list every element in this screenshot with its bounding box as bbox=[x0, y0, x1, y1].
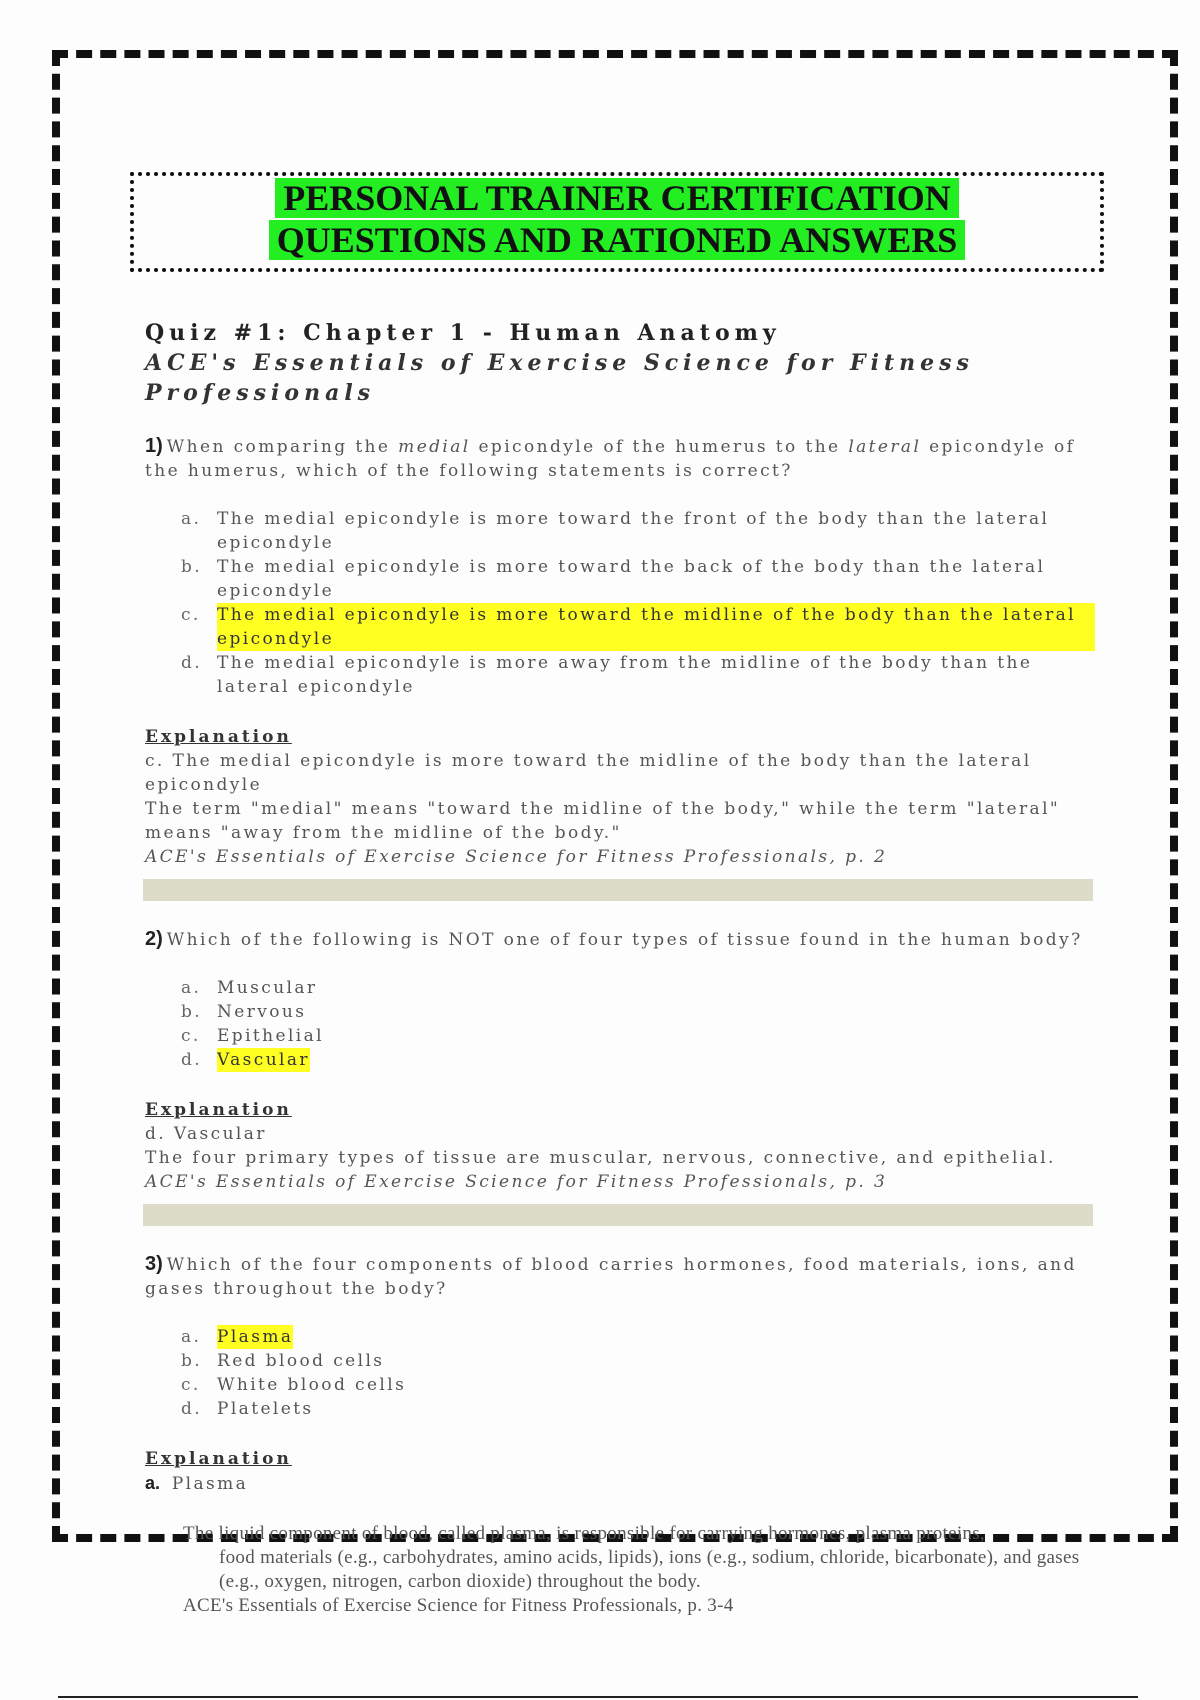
option-text: Platelets bbox=[217, 1399, 314, 1419]
title-box bbox=[130, 172, 1104, 272]
option-a-correct bbox=[181, 1325, 1095, 1349]
option-text: The medial epicondyle is more away from the midline of the body than the lateral epicondyle bbox=[217, 653, 1033, 697]
option-letter: c. bbox=[181, 1375, 201, 1395]
question-1 bbox=[145, 434, 1095, 483]
reference-citation: ACE's Essentials of Exercise Science for Fitness Professionals, p. 3 bbox=[145, 1172, 888, 1192]
question-text-part: epicondyle of the humerus, which of the following statements is correct? bbox=[145, 437, 1076, 481]
options-list bbox=[181, 1325, 1095, 1421]
option-text: The medial epicondyle is more toward the back of the body than the lateral epicondyle bbox=[217, 557, 1046, 601]
question-text-part: epicondyle of the humerus to the bbox=[470, 437, 849, 457]
option-b bbox=[181, 555, 1095, 603]
explanation-answer-text: Plasma bbox=[171, 1474, 249, 1494]
explanation-heading: Explanation bbox=[145, 1100, 292, 1120]
explanation-answer: d. Vascular bbox=[145, 1124, 267, 1144]
explanation-answer: c. The medial epicondyle is more toward the midline of the body than the lateral epicondyle bbox=[145, 751, 1032, 795]
question-number: 2) bbox=[145, 928, 163, 950]
option-text: White blood cells bbox=[217, 1375, 407, 1395]
explanation-paragraph bbox=[183, 1522, 1095, 1618]
explanation-answer bbox=[145, 1471, 1095, 1496]
option-letter: a. bbox=[181, 1327, 202, 1347]
option-a bbox=[181, 507, 1095, 555]
option-text: Epithelial bbox=[217, 1026, 325, 1046]
question-3 bbox=[145, 1252, 1095, 1301]
option-letter: d. bbox=[181, 1050, 203, 1070]
option-d-correct bbox=[181, 1048, 1095, 1072]
option-text-highlighted: Vascular bbox=[217, 1050, 310, 1070]
quiz-heading: Quiz #1: Chapter 1 - Human Anatomy bbox=[145, 320, 781, 346]
explanation-text-first-line: The liquid component of blood, called plasma, is responsible for carrying hormones, plasma proteins, bbox=[183, 1523, 985, 1544]
question-text-part: When comparing the bbox=[166, 437, 399, 457]
option-text: The medial epicondyle is more toward the front of the body than the lateral epicondyle bbox=[217, 509, 1050, 553]
option-d bbox=[181, 651, 1095, 699]
option-letter: a. bbox=[181, 978, 202, 998]
question-emphasis: lateral bbox=[848, 437, 922, 457]
option-text-highlighted: The medial epicondyle is more toward the midline of the body than the lateral epicondyle bbox=[217, 603, 1095, 651]
question-number: 1) bbox=[145, 435, 163, 457]
option-letter: c. bbox=[181, 1026, 201, 1046]
option-letter: d. bbox=[181, 653, 203, 673]
reference-citation: ACE's Essentials of Exercise Science for Fitness Professionals, p. 3-4 bbox=[183, 1595, 734, 1616]
option-letter: c. bbox=[181, 605, 201, 625]
quiz-subheading: ACE's Essentials of Exercise Science for Fitness Professionals bbox=[145, 350, 974, 406]
option-c-correct bbox=[181, 603, 1095, 651]
option-d bbox=[181, 1397, 1095, 1421]
option-b bbox=[181, 1349, 1095, 1373]
question-text: Which of the following is NOT one of four types of tissue found in the human body? bbox=[166, 930, 1083, 950]
option-letter: b. bbox=[181, 1002, 203, 1022]
explanation-text: The four primary types of tissue are muscular, nervous, connective, and epithelial. bbox=[145, 1148, 1056, 1168]
option-text-highlighted: Plasma bbox=[217, 1327, 294, 1347]
options-list bbox=[181, 976, 1095, 1072]
option-c bbox=[181, 1024, 1095, 1048]
separator-bar bbox=[143, 1204, 1093, 1226]
option-b bbox=[181, 1000, 1095, 1024]
quiz-content bbox=[145, 318, 1095, 1618]
option-a bbox=[181, 976, 1095, 1000]
option-text: Nervous bbox=[217, 1002, 307, 1022]
option-c bbox=[181, 1373, 1095, 1397]
option-text: Red blood cells bbox=[217, 1351, 385, 1371]
reference-citation: ACE's Essentials of Exercise Science for Fitness Professionals, p. 2 bbox=[145, 847, 888, 867]
footer-rule bbox=[58, 1696, 1138, 1698]
separator-bar bbox=[143, 879, 1093, 901]
option-letter: d. bbox=[181, 1399, 203, 1419]
option-text: Muscular bbox=[217, 978, 318, 998]
explanation-heading: Explanation bbox=[145, 1449, 292, 1469]
options-list bbox=[181, 507, 1095, 699]
explanation-text-continued: food materials (e.g., carbohydrates, amino acids, lipids), ions (e.g., sodium, chloride, bicarbonate), and gases (e.g., oxygen, nitrogen, carbon dioxide) throughout the body. bbox=[219, 1547, 1080, 1592]
explanation-letter: a. bbox=[145, 1473, 161, 1493]
option-letter: a. bbox=[181, 509, 202, 529]
option-letter: b. bbox=[181, 1351, 203, 1371]
question-2 bbox=[145, 927, 1095, 952]
question-text: Which of the four components of blood carries hormones, food materials, ions, and gases throughout the body? bbox=[145, 1255, 1077, 1299]
option-letter: b. bbox=[181, 557, 203, 577]
title-line-2: QUESTIONS AND RATIONED ANSWERS bbox=[269, 220, 966, 260]
title-line-1: PERSONAL TRAINER CERTIFICATION bbox=[275, 178, 959, 218]
question-emphasis: medial bbox=[398, 437, 471, 457]
explanation-text: The term "medial" means "toward the midline of the body," while the term "lateral" means "away from the midline of the body." bbox=[145, 799, 1061, 843]
question-number: 3) bbox=[145, 1253, 163, 1275]
explanation-heading: Explanation bbox=[145, 727, 292, 747]
